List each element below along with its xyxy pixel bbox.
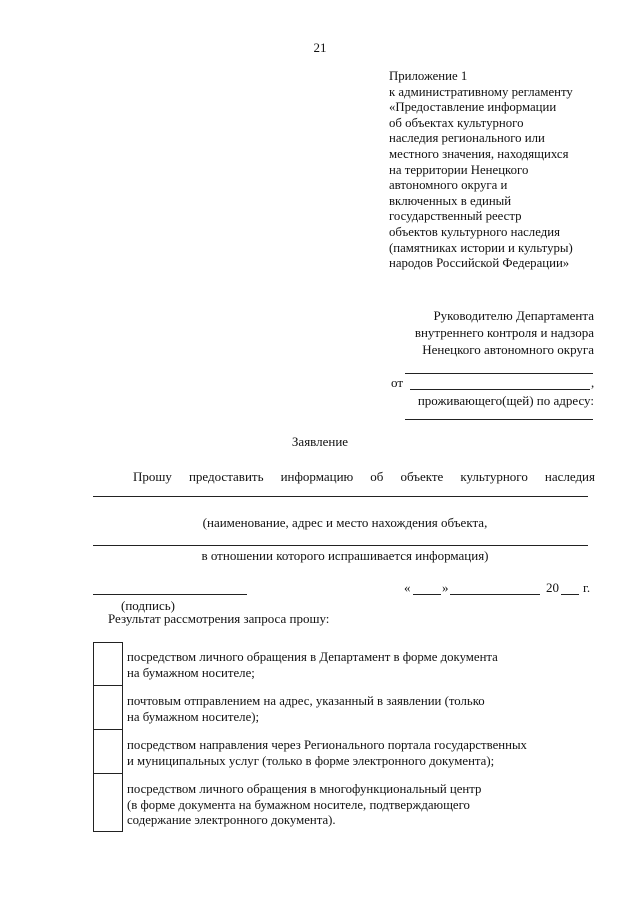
object-caption-2: в отношении которого испрашивается информация) <box>201 548 489 563</box>
option-text <box>123 686 485 730</box>
option-row <box>93 774 573 832</box>
appendix-line: наследия регионального или <box>389 131 545 146</box>
request-text <box>133 469 595 485</box>
date-year-suffix: г. <box>583 580 591 595</box>
option-checkbox[interactable] <box>93 774 123 832</box>
addressee-line: Ненецкого автономного округа <box>422 342 594 357</box>
appendix-line: (памятниках истории и культуры) <box>389 240 573 255</box>
option-text-line: посредством личного обращения в Департамент в форме документа <box>127 650 498 664</box>
option-text-line: и муниципальных услуг (только в форме электронного документа); <box>127 753 495 768</box>
appendix-line: объектов культурного наследия <box>389 224 560 239</box>
from-comma: , <box>591 375 595 390</box>
option-row <box>93 642 573 686</box>
appendix-line: к административному регламенту <box>389 84 573 99</box>
appendix-header <box>389 69 573 272</box>
date-close-quote: » <box>442 580 449 595</box>
request-word: предоставить <box>188 469 264 484</box>
signature-caption: (подпись) <box>121 598 175 613</box>
option-text <box>123 774 481 832</box>
appendix-line: государственный реестр <box>389 209 522 224</box>
option-checkbox[interactable] <box>93 730 123 774</box>
addressee-line: Руководителю Департамента <box>433 308 594 323</box>
document-title: Заявление <box>291 434 349 449</box>
applicant-name-line[interactable] <box>405 373 593 374</box>
request-word: культурного <box>460 469 528 484</box>
option-checkbox[interactable] <box>93 642 123 686</box>
appendix-line: Приложение 1 <box>389 69 468 83</box>
date-month-line[interactable] <box>450 594 540 595</box>
addressee-line: внутреннего контроля и надзора <box>414 325 594 340</box>
result-label: Результат рассмотрения запроса прошу: <box>108 611 330 626</box>
appendix-line: народов Российской Федерации» <box>389 256 570 271</box>
from-field-line[interactable] <box>410 389 590 390</box>
addressee-block <box>415 307 594 358</box>
from-label: от <box>391 375 404 390</box>
request-word: Прошу <box>133 469 172 484</box>
appendix-line: местного значения, находящихся <box>389 146 569 161</box>
object-caption-1: (наименование, адрес и место нахождения объекта, <box>202 515 488 530</box>
date-year-line[interactable] <box>561 594 579 595</box>
option-text-line: посредством личного обращения в многофункциональный центр <box>127 782 482 796</box>
date-open-quote: « <box>404 580 411 595</box>
option-text-line: (в форме документа на бумажном носителе, подтверждающего <box>127 797 470 812</box>
request-word: наследия <box>544 469 595 484</box>
option-text-line: на бумажном носителе; <box>127 665 255 680</box>
option-row <box>93 730 573 774</box>
option-text-line: почтовым отправлением на адрес, указанный в заявлении (только <box>127 694 485 708</box>
option-text-line: содержание электронного документа). <box>127 813 336 827</box>
page-number: 21 <box>313 40 327 55</box>
appendix-line: включенных в единый <box>389 193 512 208</box>
request-word: об <box>370 469 384 484</box>
result-options <box>93 642 573 832</box>
appendix-line: об объектах культурного <box>389 115 524 130</box>
date-day-line[interactable] <box>413 594 441 595</box>
date-year-prefix: 20 <box>546 580 559 595</box>
request-word: объекте <box>400 469 444 484</box>
signature-line[interactable] <box>93 594 247 595</box>
object-address-line[interactable] <box>93 545 588 546</box>
request-word: информацию <box>280 469 354 484</box>
option-text <box>123 730 527 774</box>
appendix-line: «Предоставление информации <box>389 100 557 115</box>
option-text-line: посредством направления через Регионального портала государственных <box>127 738 527 752</box>
option-text <box>123 642 498 686</box>
option-row <box>93 686 573 730</box>
option-checkbox[interactable] <box>93 686 123 730</box>
appendix-line: на территории Ненецкого <box>389 162 529 177</box>
address-field-line[interactable] <box>405 419 593 420</box>
appendix-line: автономного округа и <box>389 178 508 193</box>
object-name-line[interactable] <box>93 496 588 497</box>
residing-label: проживающего(щей) по адресу: <box>417 393 594 408</box>
option-text-line: на бумажном носителе); <box>127 709 260 724</box>
